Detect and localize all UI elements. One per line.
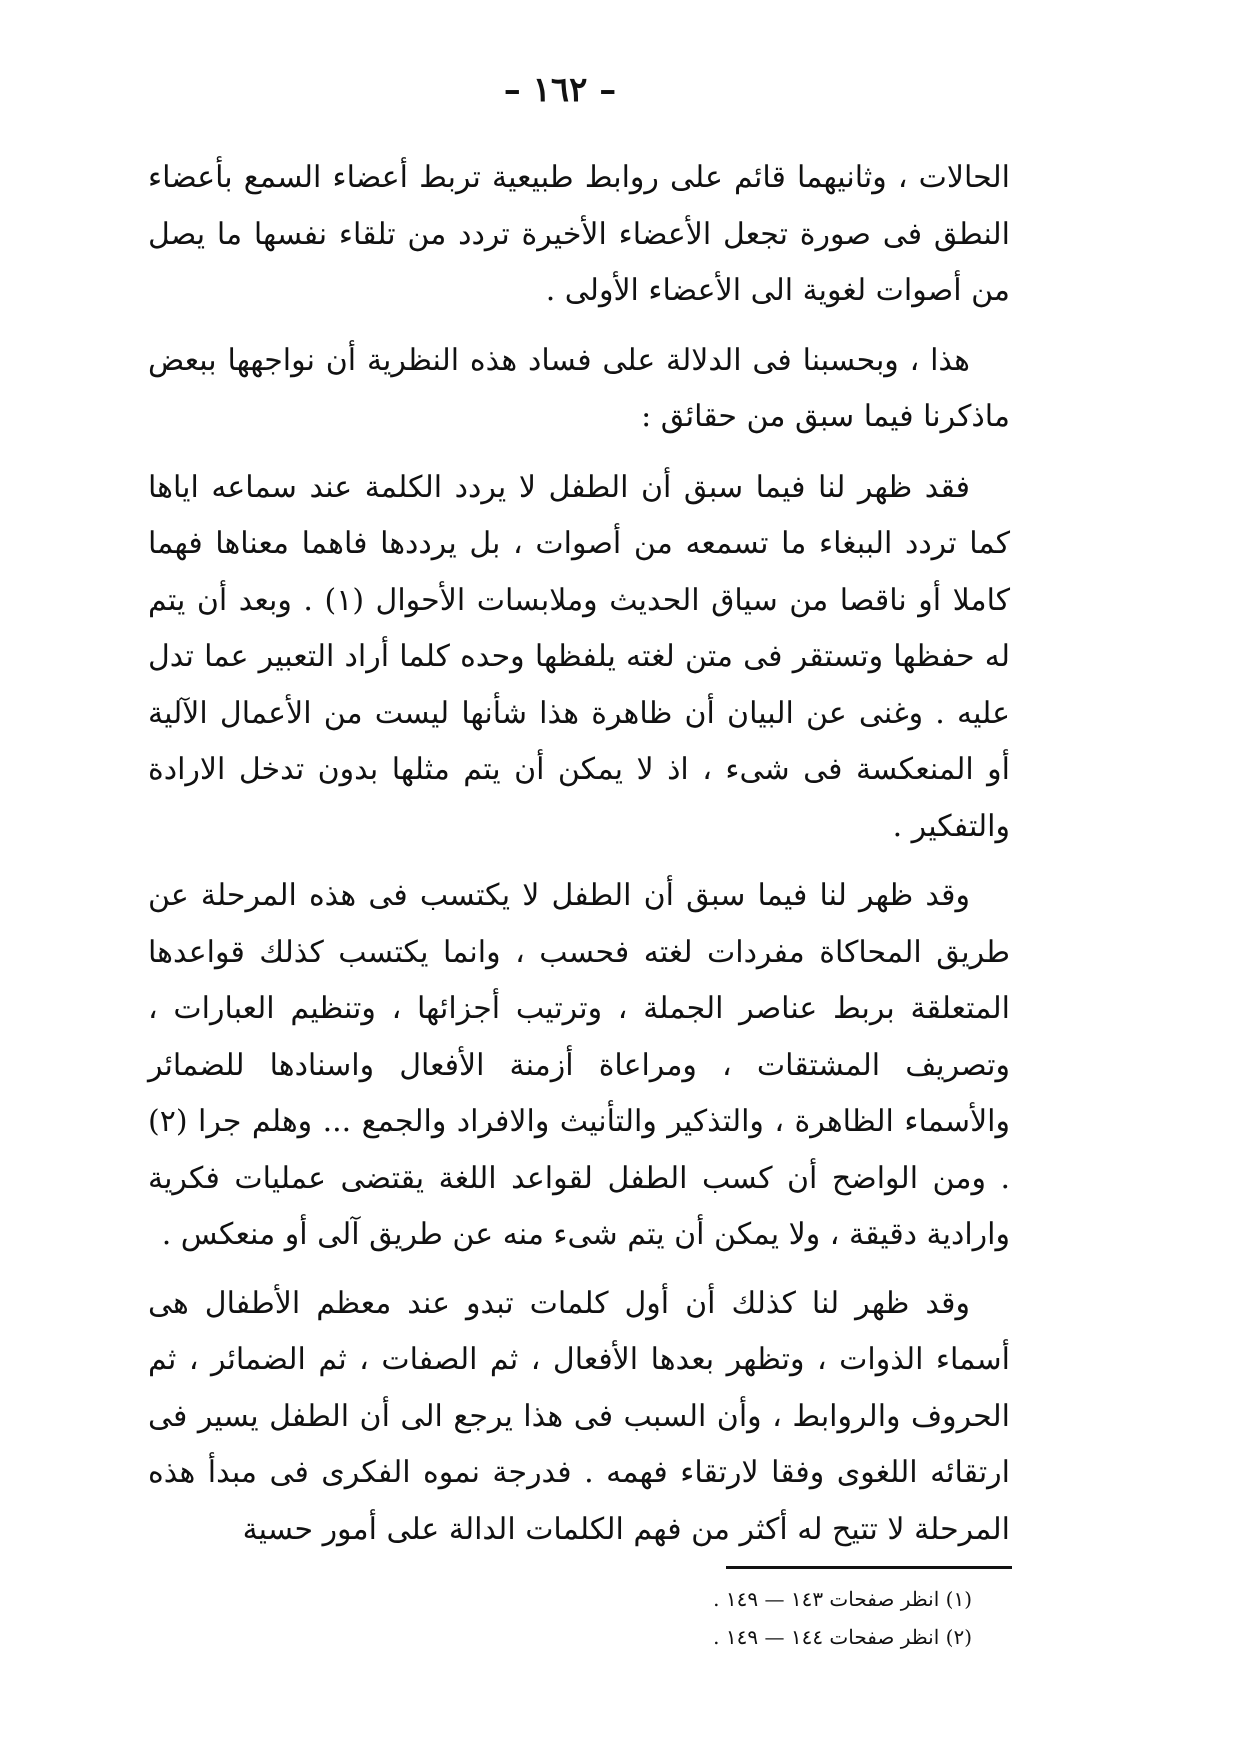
- paragraph-4: وقد ظهر لنا فيما سبق أن الطفل لا يكتسب فى هذه المرحلة عن طريق المحاكاة مفردات لغته فحسب ، وانما يكتسب كذلك قواعدها المتعلقة بربط عناصر الجملة ، وترتيب أجزائها ، وتنظيم العبارات ، وتصريف المشتقات ، ومراعاة أزمنة الأفعال واسنادها للضمائر والأسماء الظاهرة ، والتذكير والتأنيث والافراد والجمع ... وهلم جرا (٢) . ومن الواضح أن كسب الطفل لقواعد اللغة يقتضى عمليات فكرية وارادية دقيقة ، ولا يمكن أن يتم شىء منه عن طريق آلى أو منعكس .: [148, 878, 1010, 1252]
- paragraph-1: الحالات ، وثانيهما قائم على روابط طبيعية تربط أعضاء السمع بأعضاء النطق فى صورة تجعل الأعضاء الأخيرة تردد من تلقاء نفسها ما يصل من أصوات لغوية الى الأعضاء الأولى .: [148, 160, 1011, 308]
- footnotes: [560, 1580, 972, 1656]
- paragraph-3: فقد ظهر لنا فيما سبق أن الطفل لا يردد الكلمة عند سماعه اياها كما تردد الببغاء ما تسمعه من أصوات ، بل يرددها فاهما معناها فهما كاملا أو ناقصا من سياق الحديث وملابسات الأحوال (١) . وبعد أن يتم له حفظها وتستقر فى متن لغته يلفظها وحده كلما أراد التعبير عما تدل عليه . وغنى عن البيان أن ظاهرة هذا شأنها ليست من الأعمال الآلية أو المنعكسة فى شىء ، اذ لا يمكن أن يتم مثلها بدون تدخل الارادة والتفكير .: [148, 469, 1010, 844]
- paragraph-5: وقد ظهر لنا كذلك أن أول كلمات تبدو عند معظم الأطفال هى أسماء الذوات ، وتظهر بعدها الأفعال ، ثم الصفات ، ثم الضمائر ، ثم الحروف والروابط ، وأن السبب فى هذا يرجع الى أن الطفل يسير فى ارتقائه اللغوى وفقا لارتقاء فهمه . فدرجة نموه الفكرى فى مبدأ هذه المرحلة لا تتيح له أكثر من فهم الكلمات الدالة على أمور حسية: [148, 1285, 1010, 1547]
- body-text: [148, 150, 1010, 1558]
- page-number: – ١٦٢ –: [503, 70, 617, 110]
- footnote-2: (٢) انظر صفحات ١٤٤ — ١٤٩ .: [713, 1625, 972, 1649]
- footnote-divider: [726, 1566, 1012, 1569]
- paragraph-2: هذا ، وبحسبنا فى الدلالة على فساد هذه النظرية أن نواجهها ببعض ماذكرنا فيما سبق من حقائق :: [148, 342, 1010, 434]
- footnote-1: (١) انظر صفحات ١٤٣ — ١٤٩ .: [713, 1587, 972, 1611]
